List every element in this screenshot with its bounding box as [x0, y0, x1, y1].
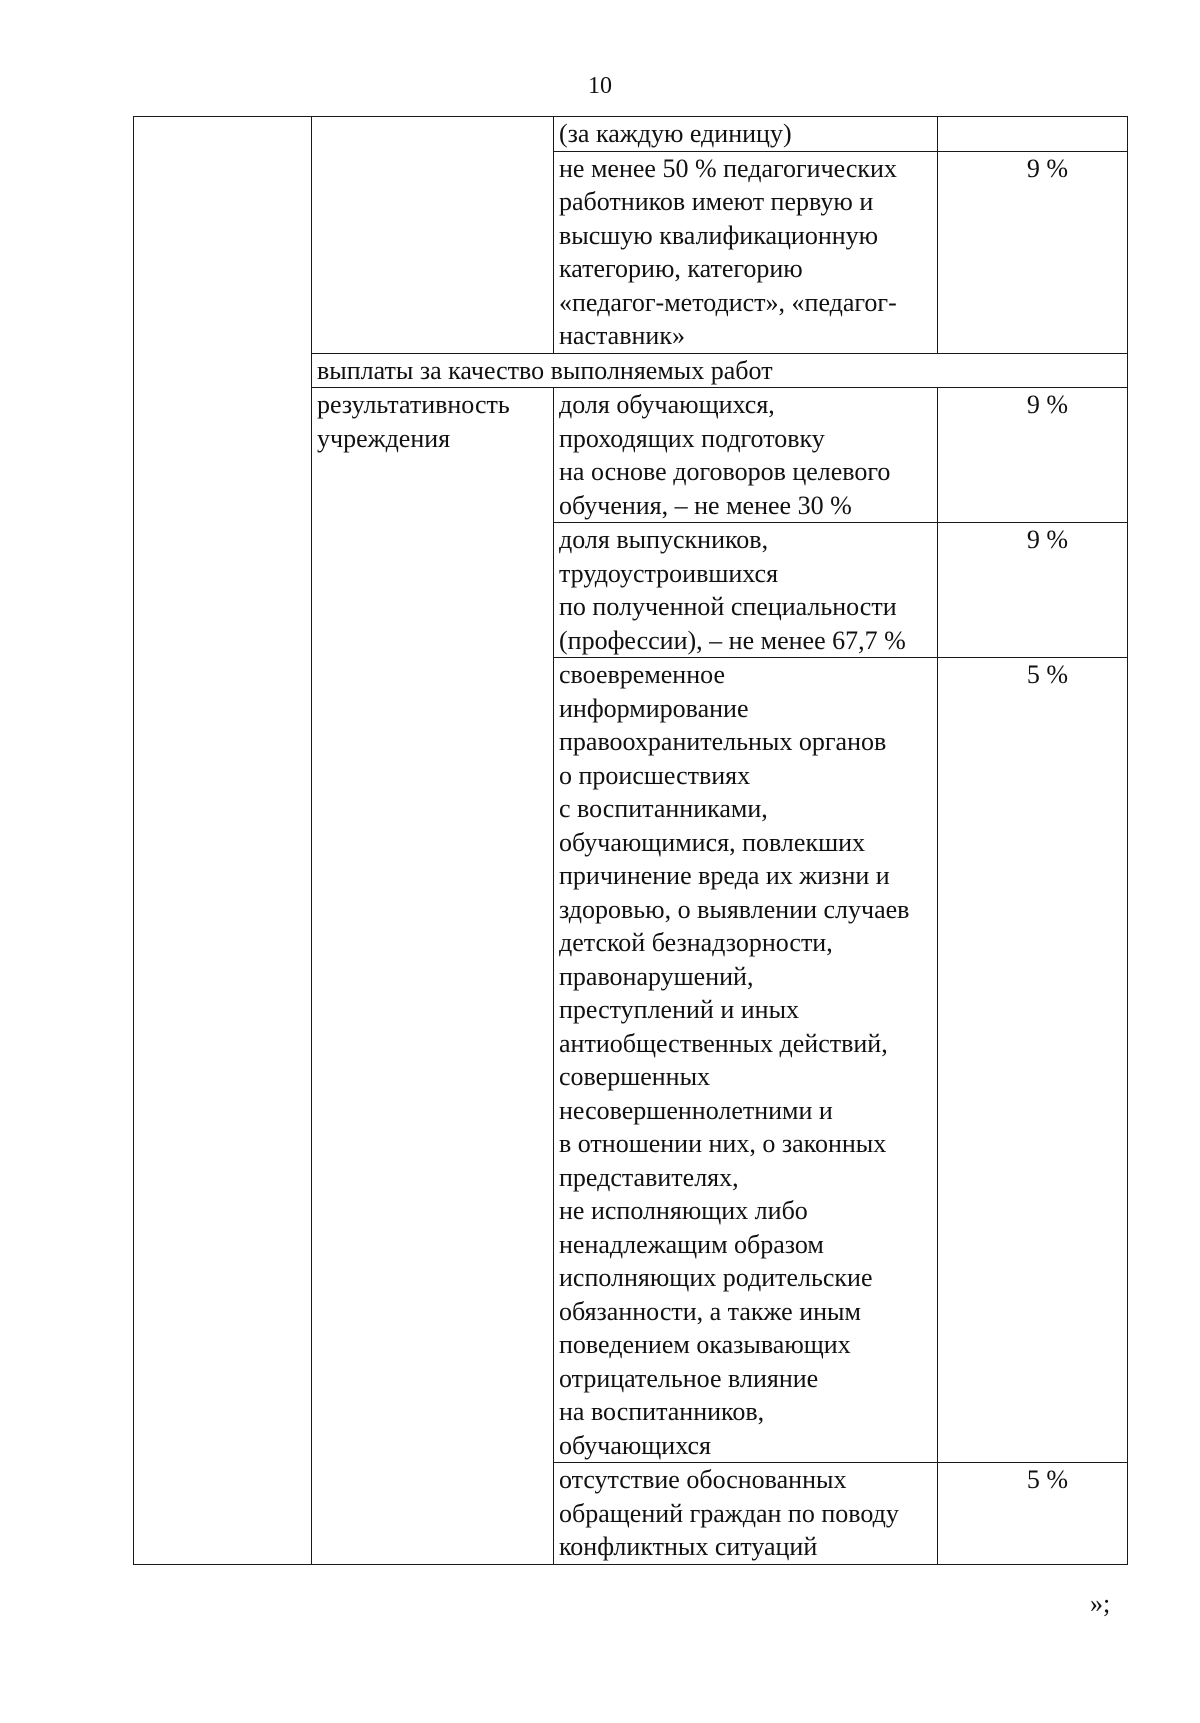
percent-value-cell: 9 % [938, 388, 1128, 523]
criterion-cell: не менее 50 % педагогических работников имеют первую и высшую квалификационную категорию, категорию «педагог-методист», «педагог- наставник» [554, 151, 938, 353]
payments-table-container [133, 116, 1127, 1565]
unit-note-cell: (за каждую единицу) [554, 117, 938, 152]
section-header-cell: выплаты за качество выполняемых работ [312, 353, 1128, 388]
payments-table [133, 116, 1128, 1565]
criterion-cell: доля выпускников, трудоустроившихся по полученной специальности (профессии), – не менее 67,7 % [554, 523, 938, 658]
criterion-cell: своевременное информирование правоохранительных органов о происшествиях с воспитанниками, обучающимися, повлекших причинение вреда их жизни и здоровью, о выявлении случаев детской безнадзорности, правонарушений, преступлений и иных антиобщественных действий, совершенных несовершеннолетними и в отношении них, о законных представителях, не исполняющих либо ненадлежащим образом исполняющих родительские обязанности, а также иным поведением оказывающих отрицательное влияние на воспитанников, обучающихся [554, 658, 938, 1463]
criterion-cell: отсутствие обоснованных обращений граждан по поводу конфликтных ситуаций [554, 1463, 938, 1565]
percent-value-cell: 5 % [938, 1463, 1128, 1565]
empty-indicator-cell [312, 117, 554, 354]
criterion-cell: доля обучающихся, проходящих подготовку на основе договоров целевого обучения, – не менее 30 % [554, 388, 938, 523]
closing-quote-mark: »; [1090, 1589, 1111, 1618]
unit-value-cell [938, 117, 1128, 152]
percent-value-cell: 9 % [938, 523, 1128, 658]
percent-value-cell: 5 % [938, 658, 1128, 1463]
page-number: 10 [588, 73, 612, 99]
percent-value-cell: 9 % [938, 151, 1128, 353]
empty-first-column-cell [134, 117, 312, 1565]
indicator-cell: результативность учреждения [312, 388, 554, 1565]
table-row [134, 117, 1128, 152]
